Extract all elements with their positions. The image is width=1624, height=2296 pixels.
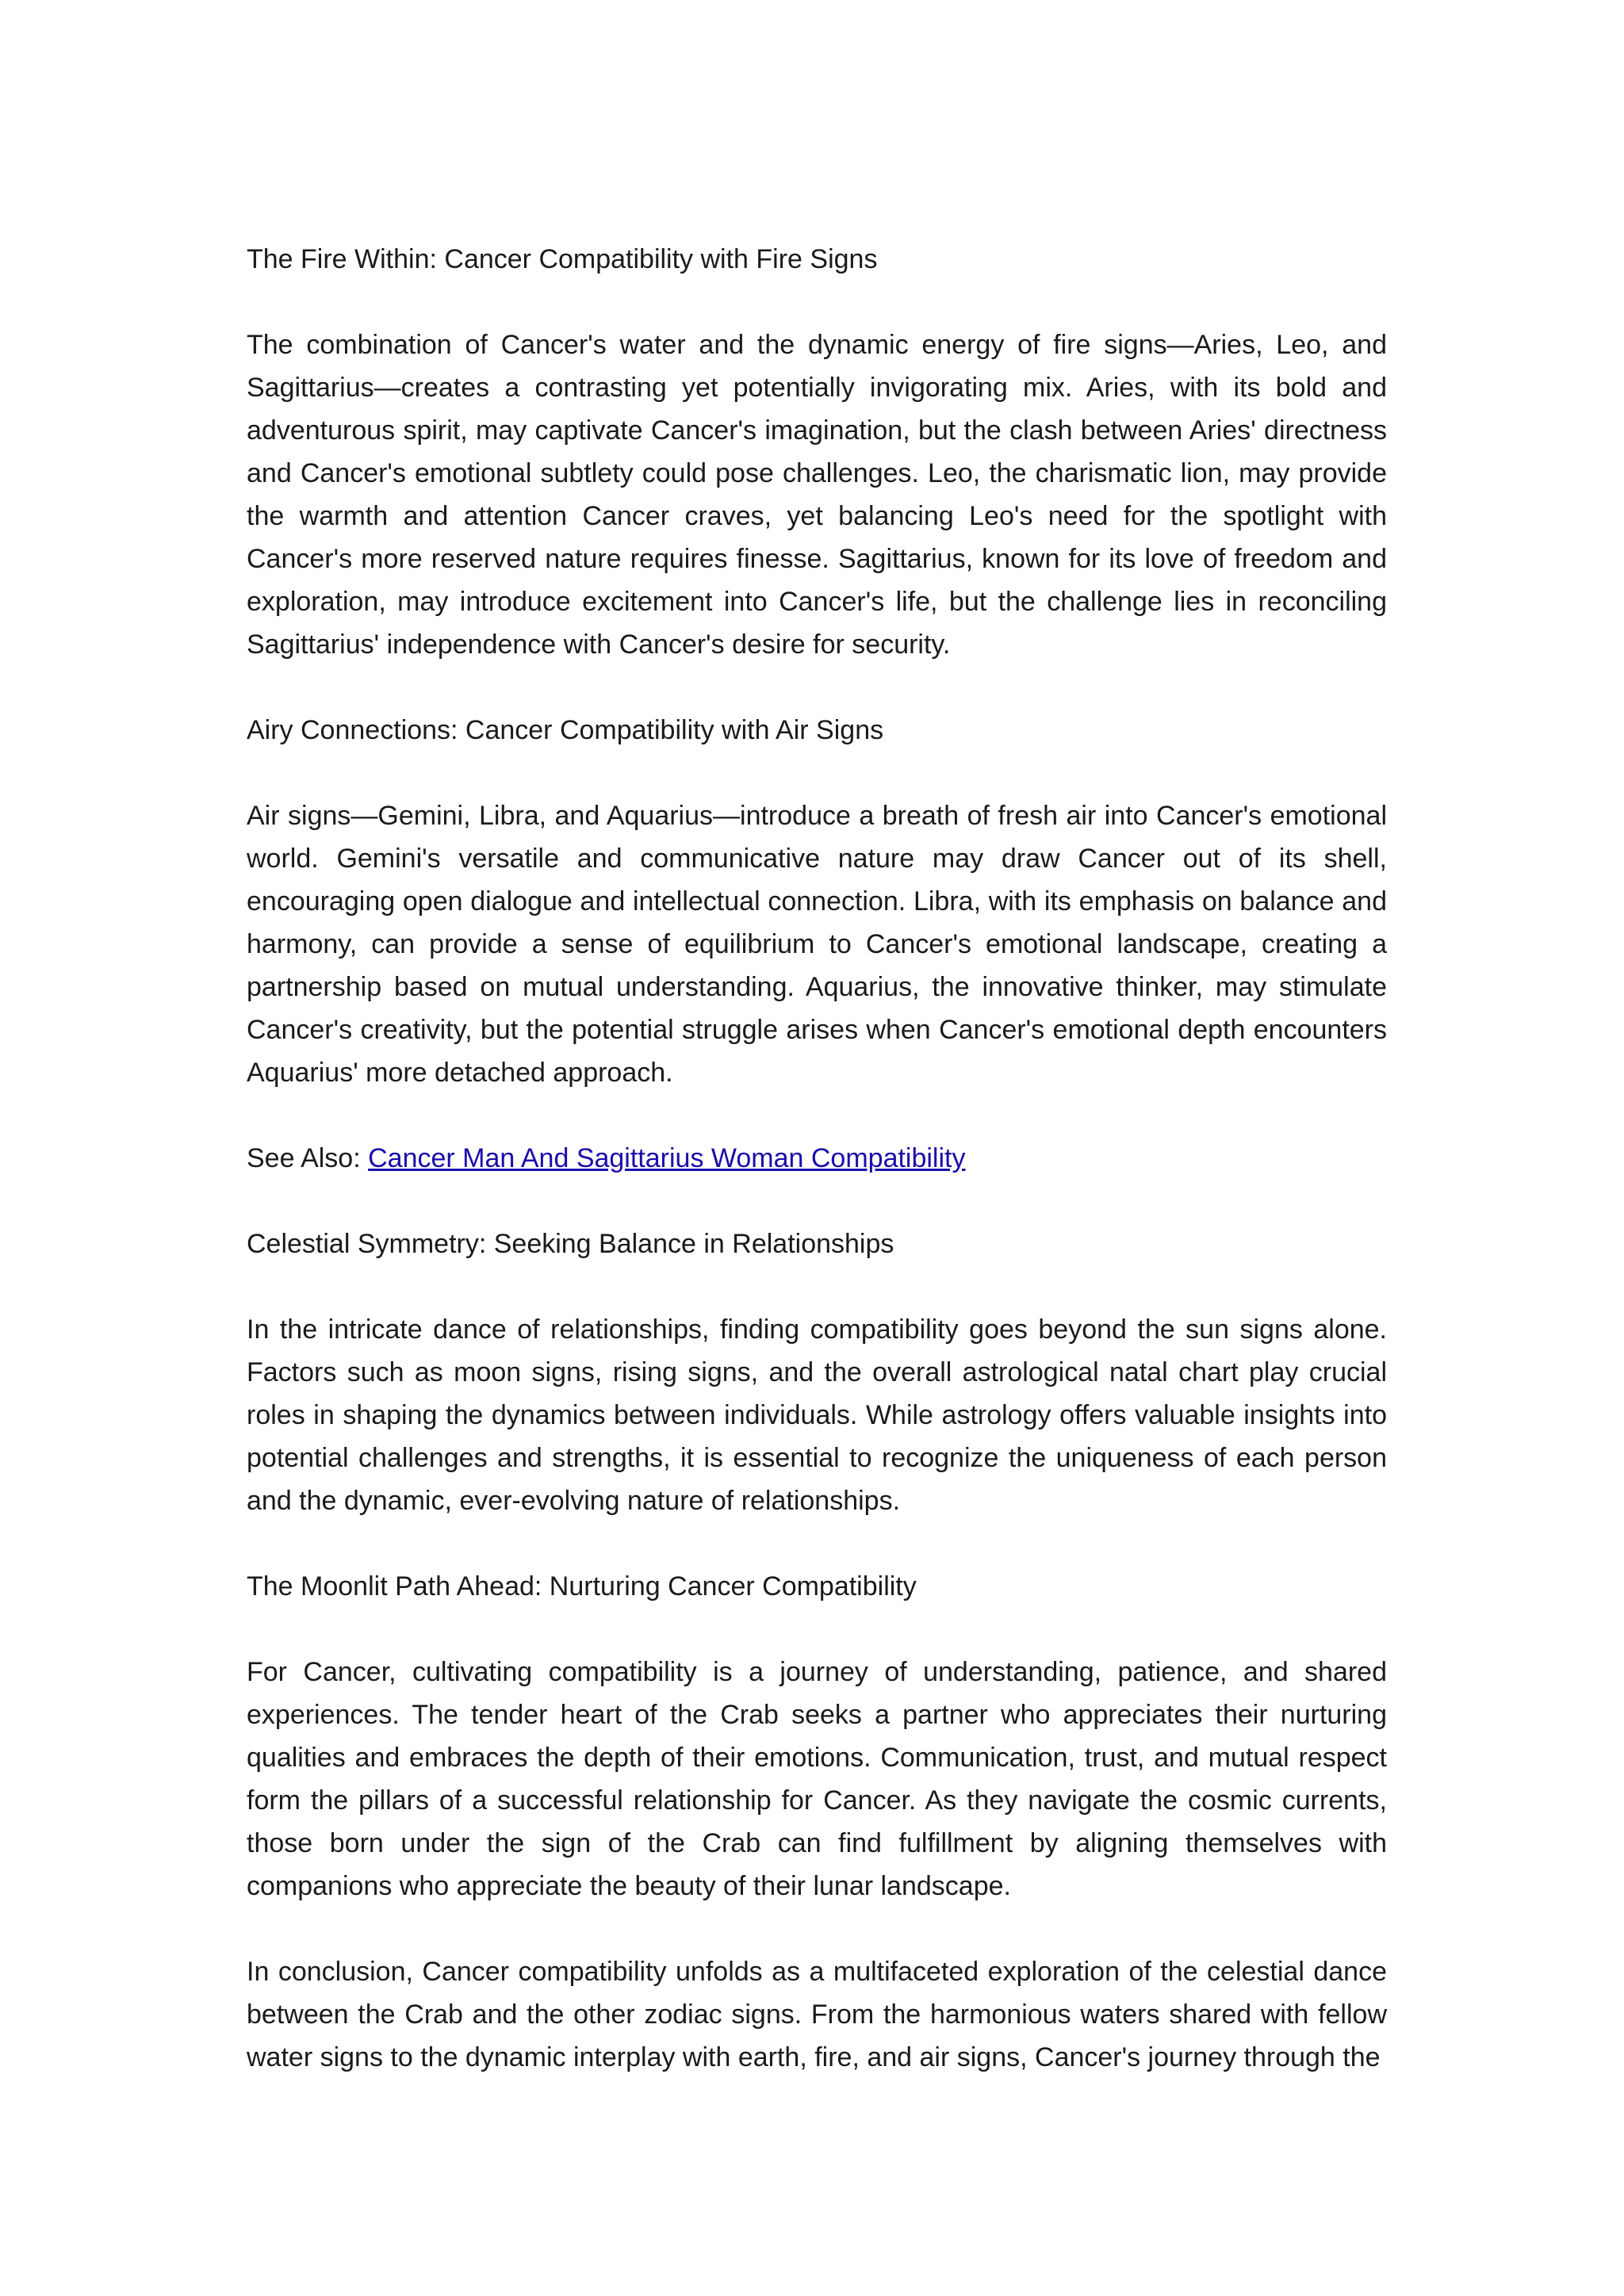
see-also-link[interactable]: Cancer Man And Sagittarius Woman Compatibility bbox=[368, 1143, 966, 1173]
article-body bbox=[247, 238, 1387, 2079]
paragraph-air-signs: Air signs—Gemini, Libra, and Aquarius—introduce a breath of fresh air into Cancer's emotional world. Gemini's versatile and communicative nature may draw Cancer out of its shell, encouraging open dialogue and intellectual connection. Libra, with its emphasis on balance and harmony, can provide a sense of equilibrium to Cancer's emotional landscape, creating a partnership based on mutual understanding. Aquarius, the innovative thinker, may stimulate Cancer's creativity, but the potential struggle arises when Cancer's emotional depth encounters Aquarius' more detached approach. bbox=[247, 801, 1387, 1088]
paragraph-moonlit: For Cancer, cultivating compatibility is a journey of understanding, patience, and shared experiences. The tender heart of the Crab seeks a partner who appreciates their nurturing qualities and embraces the depth of their emotions. Communication, trust, and mutual respect form the pillars of a successful relationship for Cancer. As they navigate the cosmic currents, those born under the sign of the Crab can find fulfillment by aligning themselves with companions who appreciate the beauty of their lunar landscape. bbox=[247, 1657, 1387, 1901]
see-also-line bbox=[247, 1137, 1387, 1180]
paragraph-fire-signs: The combination of Cancer's water and the dynamic energy of fire signs—Aries, Leo, and Sagittarius—creates a contrasting yet potentially invigorating mix. Aries, with its bold and adventurous spirit, may captivate Cancer's imagination, but the clash between Aries' directness and Cancer's emotional subtlety could pose challenges. Leo, the charismatic lion, may provide the warmth and attention Cancer craves, yet balancing Leo's need for the spotlight with Cancer's more reserved nature requires finesse. Sagittarius, known for its love of freedom and exploration, may introduce excitement into Cancer's life, but the challenge lies in reconciling Sagittarius' independence with Cancer's desire for security. bbox=[247, 330, 1387, 660]
section-heading-air: Airy Connections: Cancer Compatibility with Air Signs bbox=[247, 715, 884, 745]
see-also-label: See Also: bbox=[247, 1143, 369, 1173]
section-heading-moonlit: The Moonlit Path Ahead: Nurturing Cancer Compatibility bbox=[247, 1571, 917, 1601]
paragraph-symmetry: In the intricate dance of relationships, finding compatibility goes beyond the sun signs alone. Factors such as moon signs, rising signs, and the overall astrological natal chart play crucial roles in shaping the dynamics between individuals. While astrology offers valuable insights into potential challenges and strengths, it is essential to recognize the uniqueness of each person and the dynamic, ever-evolving nature of relationships. bbox=[247, 1314, 1387, 1516]
paragraph-conclusion: In conclusion, Cancer compatibility unfolds as a multifaceted exploration of the celestial dance between the Crab and the other zodiac signs. From the harmonious waters shared with fellow water signs to the dynamic interplay with earth, fire, and air signs, Cancer's journey through the bbox=[247, 1957, 1387, 2072]
section-heading-fire: The Fire Within: Cancer Compatibility with Fire Signs bbox=[247, 244, 878, 274]
section-heading-symmetry: Celestial Symmetry: Seeking Balance in Relationships bbox=[247, 1229, 894, 1259]
